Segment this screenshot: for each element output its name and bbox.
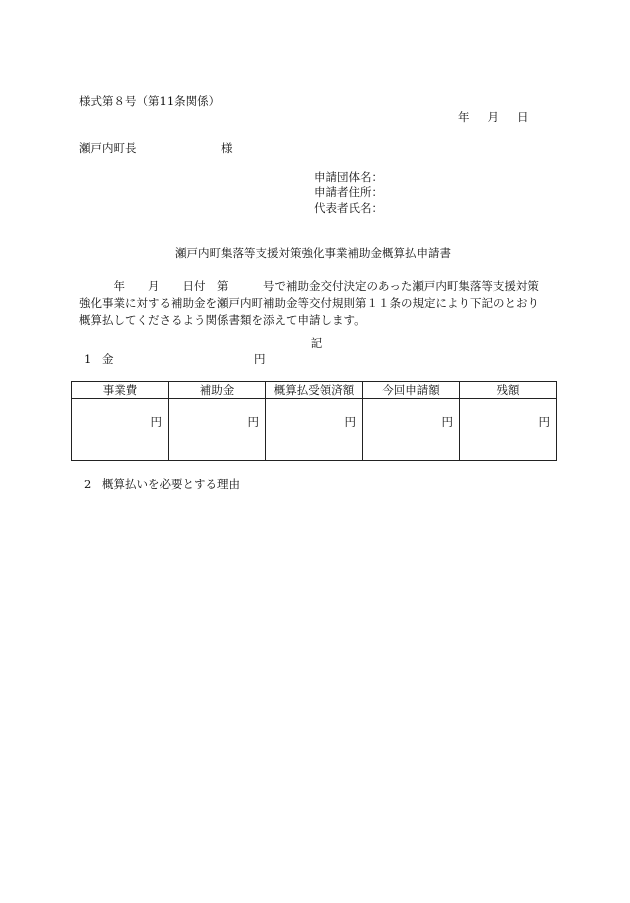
item-2-number: 2 xyxy=(84,477,92,491)
form-label: 様式第８号（第11条関係） xyxy=(79,94,221,108)
table-cell: 円 xyxy=(363,399,460,461)
table-header-cell: 事業費 xyxy=(72,382,169,399)
item-1-number: 1 xyxy=(84,352,92,366)
table-cell: 円 xyxy=(266,399,363,461)
table-header-row xyxy=(72,382,557,399)
addressee-honorific: 様 xyxy=(221,141,233,155)
item-1-unit: 円 xyxy=(254,352,266,366)
body-line: 強化事業に対する補助金を瀬戸内町補助金等交付規則第１１条の規定により下記のとおり xyxy=(79,296,539,310)
item-1-amount xyxy=(84,352,266,366)
item-2-reason xyxy=(84,477,240,491)
date-month-label: 月 xyxy=(487,110,499,124)
table-cell: 円 xyxy=(460,399,557,461)
addressee xyxy=(79,141,233,155)
document-title xyxy=(0,248,630,260)
table-header-cell: 残額 xyxy=(460,382,557,399)
table-cell: 円 xyxy=(169,399,266,461)
applicant-rep-name-label: 代表者氏名： xyxy=(314,201,383,215)
table-header-cell: 今回申請額 xyxy=(363,382,460,399)
date-day-label: 日 xyxy=(517,110,529,124)
body-paragraph xyxy=(79,278,559,329)
body-line: 概算払してくださるよう関係書類を添えて申請します。 xyxy=(79,313,366,327)
amounts-table xyxy=(71,381,557,461)
ki-heading xyxy=(0,338,630,350)
ki-text: 記 xyxy=(310,336,323,350)
item-2-label: 概算払いを必要とする理由 xyxy=(102,477,240,491)
date-year-label: 年 xyxy=(458,110,470,124)
addressee-name: 瀬戸内町長 xyxy=(79,141,137,155)
table-header-cell: 概算払受領済額 xyxy=(266,382,363,399)
table-header-cell: 補助金 xyxy=(169,382,266,399)
table-row xyxy=(72,399,557,461)
body-line: 年 月 日付 第 号で補助金交付決定のあった瀬戸内町集落等支援対策 xyxy=(79,279,539,293)
table-cell: 円 xyxy=(72,399,169,461)
date-line xyxy=(458,112,529,124)
document-title-text: 瀬戸内町集落等支援対策強化事業補助金概算払申請書 xyxy=(175,246,451,260)
item-1-label: 金 xyxy=(102,352,114,366)
applicant-address-label: 申請者住所： xyxy=(314,185,383,199)
applicant-org-name-label: 申請団体名： xyxy=(314,170,383,184)
